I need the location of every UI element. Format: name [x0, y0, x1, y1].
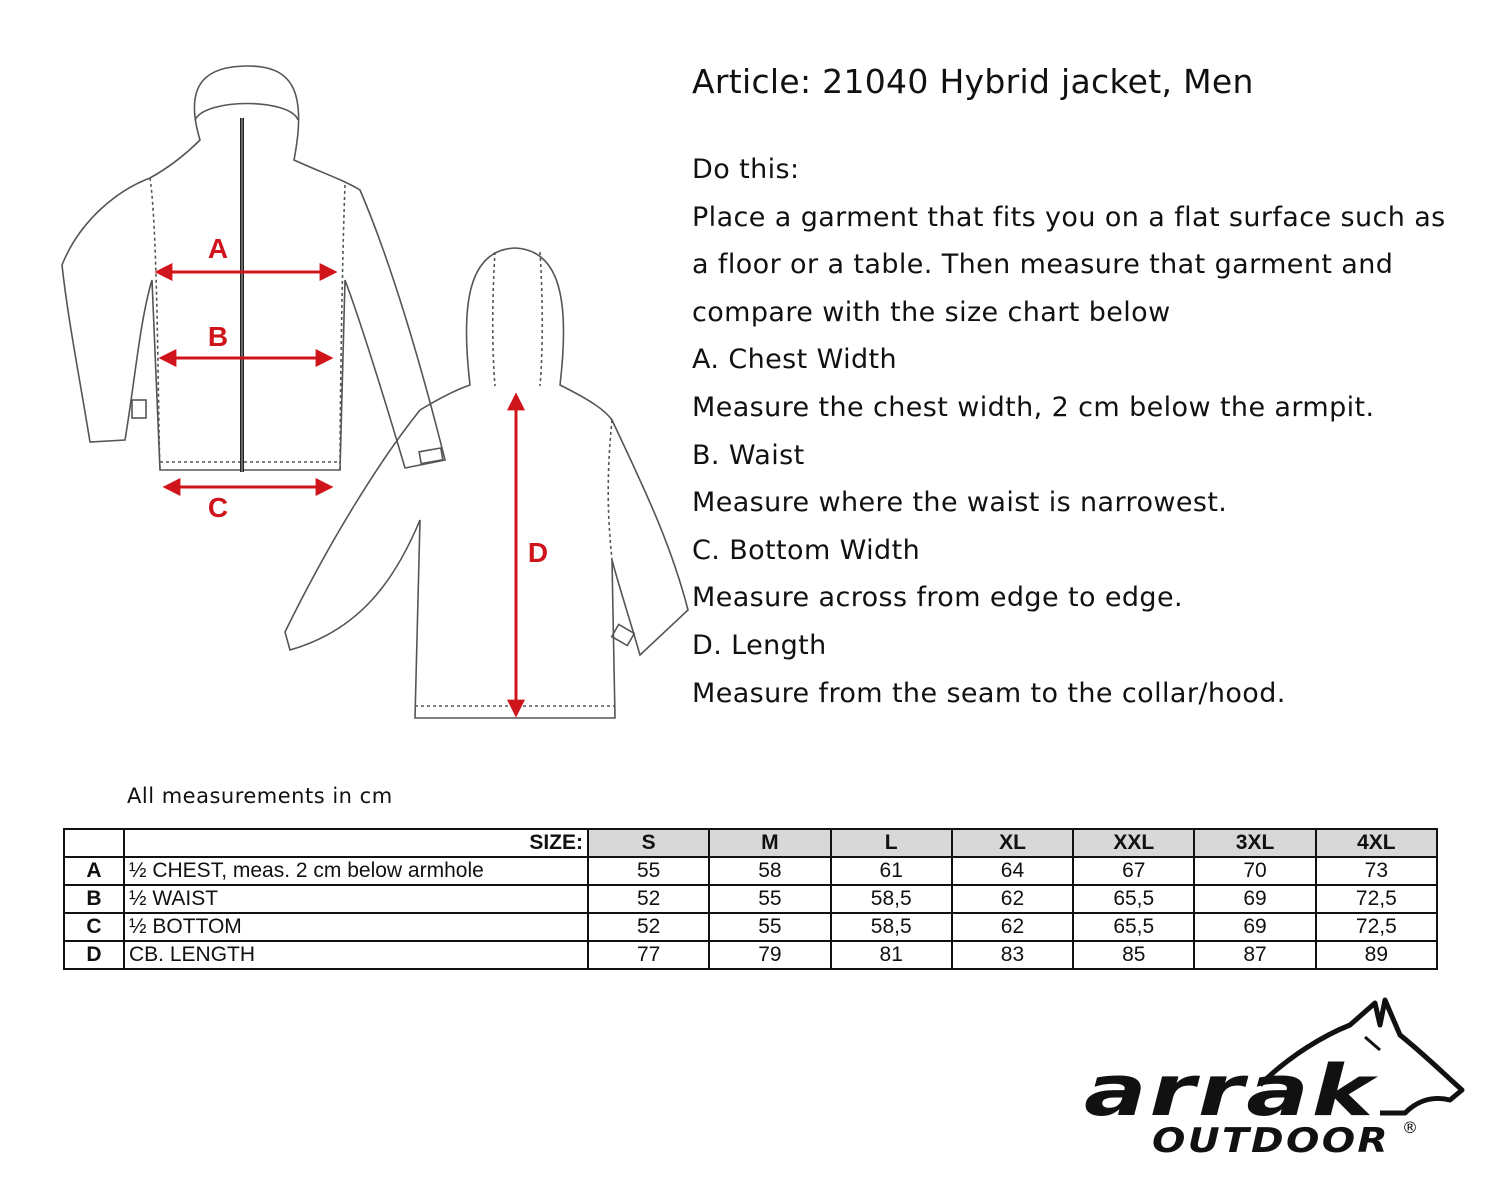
header-blank-cell — [64, 829, 124, 857]
item-d-desc: Measure from the seam to the collar/hood. — [692, 677, 1286, 709]
item-a-title: A. Chest Width — [692, 344, 898, 376]
table-cell: 62 — [952, 885, 1073, 913]
table-header-row — [64, 829, 1437, 857]
table-cell: 55 — [709, 913, 830, 941]
row-label: ½ BOTTOM — [124, 913, 588, 941]
table-row — [64, 885, 1437, 913]
brand-sub: OUTDOOR — [1152, 1121, 1390, 1161]
table-cell: 77 — [588, 941, 709, 969]
row-label: ½ WAIST — [124, 885, 588, 913]
table-cell: 67 — [1073, 857, 1194, 885]
size-header: 4XL — [1316, 829, 1437, 857]
label-a: A — [207, 233, 229, 264]
table-cell: 61 — [831, 857, 952, 885]
table-cell: 70 — [1194, 857, 1315, 885]
row-code: B — [64, 885, 124, 913]
size-label-cell: SIZE: — [124, 829, 588, 857]
table-row — [64, 941, 1437, 969]
table-row — [64, 913, 1437, 941]
table-cell: 69 — [1194, 913, 1315, 941]
table-cell: 72,5 — [1316, 885, 1437, 913]
table-row — [64, 857, 1437, 885]
size-header: M — [709, 829, 830, 857]
table-cell: 65,5 — [1073, 885, 1194, 913]
arrak-outdoor-logo — [1080, 995, 1480, 1165]
table-cell: 52 — [588, 885, 709, 913]
instructions-heading: Do this: — [692, 154, 800, 185]
article-title: Article: 21040 Hybrid jacket, Men — [692, 62, 1254, 101]
brand-name: arrak — [1084, 1050, 1380, 1132]
size-header: L — [831, 829, 952, 857]
item-b-desc: Measure where the waist is narrowest. — [692, 487, 1228, 519]
table-cell: 73 — [1316, 857, 1437, 885]
table-cell: 83 — [952, 941, 1073, 969]
registered-mark: ® — [1402, 1118, 1418, 1137]
table-cell: 62 — [952, 913, 1073, 941]
table-cell: 87 — [1194, 941, 1315, 969]
size-header: XXL — [1073, 829, 1194, 857]
table-cell: 52 — [588, 913, 709, 941]
table-cell: 58,5 — [831, 913, 952, 941]
table-cell: 85 — [1073, 941, 1194, 969]
measurement-note: All measurements in cm — [127, 784, 393, 808]
table-cell: 58,5 — [831, 885, 952, 913]
item-c-title: C. Bottom Width — [692, 534, 921, 566]
size-chart-table — [63, 828, 1438, 970]
row-code: D — [64, 941, 124, 969]
row-code: C — [64, 913, 124, 941]
table-cell: 89 — [1316, 941, 1437, 969]
instructions — [692, 58, 1482, 717]
size-header: S — [588, 829, 709, 857]
table-cell: 55 — [709, 885, 830, 913]
table-cell: 64 — [952, 857, 1073, 885]
item-b-title: B. Waist — [692, 439, 805, 471]
item-c-desc: Measure across from edge to edge. — [692, 582, 1183, 614]
table-cell: 69 — [1194, 885, 1315, 913]
label-b: B — [207, 321, 229, 352]
table-cell: 65,5 — [1073, 913, 1194, 941]
table-cell: 72,5 — [1316, 913, 1437, 941]
instructions-intro: Place a garment that fits you on a flat surface such as a floor or a table. Then measure that garment and compare with the size chart below — [692, 201, 1446, 328]
row-label: CB. LENGTH — [124, 941, 588, 969]
table-cell: 55 — [588, 857, 709, 885]
item-d-title: D. Length — [692, 629, 827, 661]
table-cell: 58 — [709, 857, 830, 885]
row-code: A — [64, 857, 124, 885]
size-header: 3XL — [1194, 829, 1315, 857]
label-d: D — [527, 537, 549, 568]
table-cell: 79 — [709, 941, 830, 969]
row-label: ½ CHEST, meas. 2 cm below armhole — [124, 857, 588, 885]
label-c: C — [207, 492, 229, 523]
back-jacket-outline — [285, 248, 688, 718]
front-jacket-outline — [62, 66, 445, 470]
item-a-desc: Measure the chest width, 2 cm below the armpit. — [692, 391, 1375, 423]
size-header: XL — [952, 829, 1073, 857]
jacket-measurement-diagram — [0, 0, 690, 740]
table-cell: 81 — [831, 941, 952, 969]
